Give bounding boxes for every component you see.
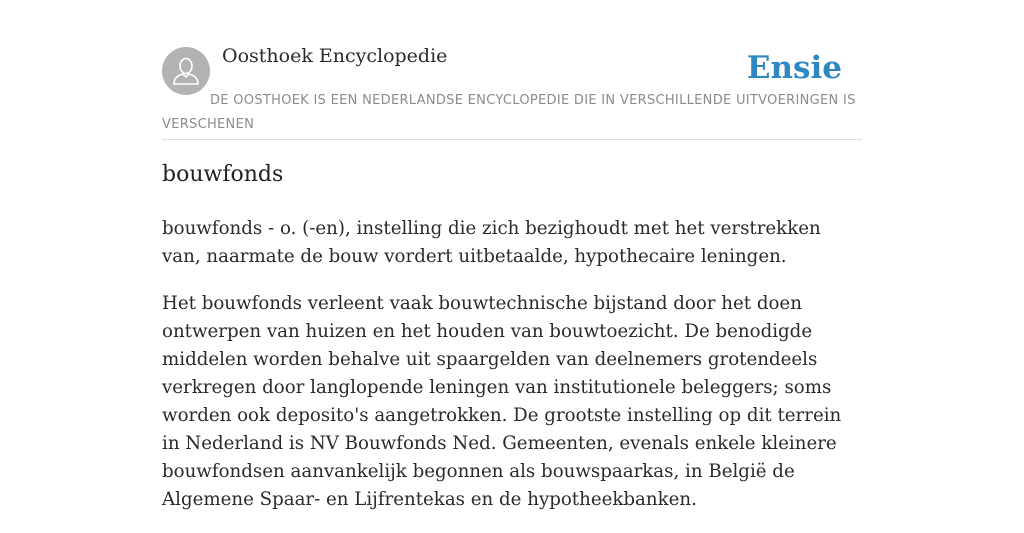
entry-paragraph: Het bouwfonds verleent vaak bouwtechnische bijstand door het doen ontwerpen van huizen en het houden van bouwtoezicht. De benodigde middelen worden behalve uit spaargelden van deelnemers grotendeels verkregen door langlopende leningen van institutionele beleggers; soms worden ook deposito's aangetrokken. De grootste instelling op dit terrein in Nederland is NV Bouwfonds Ned. Gemeenten, evenals enkele kleinere bouwfondsen aanvankelijk begonnen als bouwspaarkas, in België de Algemene Spaar- en Lijfrentekas en de hypotheekbanken.	[162, 293, 842, 510]
entry-title: bouwfonds	[162, 162, 284, 187]
avatar[interactable]	[162, 47, 210, 95]
source-title[interactable]: Oosthoek Encyclopedie	[222, 45, 448, 67]
entry-paragraph: bouwfonds - o. (-en), instelling die zich bezighoudt met het verstrekken van, naarmate de bouw vordert uitbetaalde, hypothecaire leningen.	[162, 218, 821, 267]
user-icon	[162, 47, 210, 95]
source-header	[162, 0, 862, 140]
page-content	[162, 0, 862, 510]
entry-body	[162, 215, 864, 533]
source-description: DE OOSTHOEK IS EEN NEDERLANDSE ENCYCLOPEDIE DIE IN VERSCHILLENDE UITVOERINGEN IS VERSCHENEN	[162, 93, 856, 132]
brand-logo[interactable]: Ensie	[746, 50, 842, 86]
